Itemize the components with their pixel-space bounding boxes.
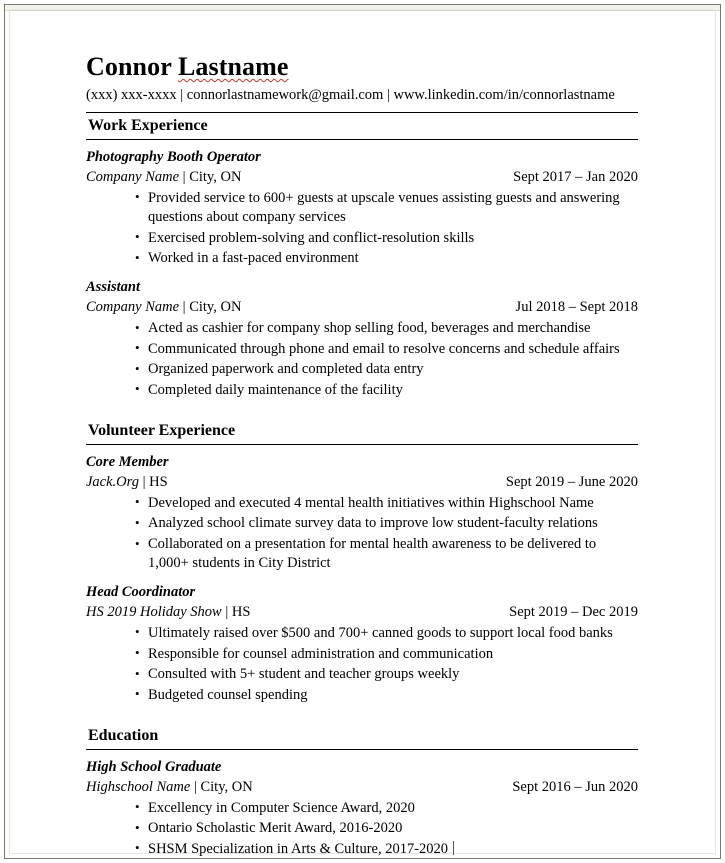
bullet-item: • Collaborated on a presentation for mental health awareness to be delivered to 1,000+ students in City District: [135, 535, 638, 573]
entry-separator: |: [179, 299, 190, 316]
section-spacer: [86, 404, 638, 418]
entry-dates: Sept 2017 – Jan 2020: [513, 169, 638, 186]
entry-organization: Company Name: [86, 299, 180, 316]
entry-dates: Sept 2019 – June 2020: [505, 473, 638, 490]
section-spacer: [86, 709, 638, 723]
entry-subline: [86, 603, 638, 622]
entry-organization: Highschool Name: [86, 778, 191, 795]
bullet-item: • Ultimately raised over $500 and 700+ canned goods to support local food banks: [135, 624, 638, 643]
entry-bullet-list: [86, 319, 638, 400]
entry-separator: |: [139, 473, 150, 490]
entry-organization: Jack.Org: [86, 473, 140, 490]
entry-subline: [86, 298, 638, 317]
entry-separator: |: [221, 604, 232, 621]
entry-org-location: [86, 778, 253, 797]
entry-dates: Sept 2019 – Dec 2019: [509, 604, 638, 621]
resume-content: [86, 52, 638, 863]
entry-separator: |: [190, 778, 201, 795]
resume-entry: [86, 583, 638, 705]
candidate-first-name: Connor: [86, 52, 178, 81]
entry-org-location: [86, 473, 168, 492]
entry-org-location: [86, 603, 250, 622]
entry-title: Core Member: [86, 454, 169, 471]
resume-entry: [86, 758, 638, 859]
entry-location: HS: [149, 473, 168, 490]
entry-location: HS: [231, 604, 251, 621]
bullet-item: • Analyzed school climate survey data to improve low student-faculty relations: [135, 514, 638, 533]
entry-organization: Company Name: [86, 169, 180, 186]
entry-dates: Jul 2018 – Sept 2018: [515, 299, 638, 316]
resume-sections: [86, 112, 638, 859]
entry-location: City, ON: [200, 778, 253, 795]
bullet-item: • Completed daily maintenance of the facility: [135, 381, 638, 400]
entry-organization: HS 2019 Holiday Show: [86, 604, 222, 621]
bullet-item: • Excellency in Computer Science Award, 2020: [135, 799, 638, 818]
entry-org-location: [86, 298, 241, 317]
bullet-item: • Acted as cashier for company shop selling food, beverages and merchandise: [135, 319, 638, 338]
candidate-name: [86, 52, 638, 81]
entry-subline: [86, 473, 638, 492]
entry-location: City, ON: [189, 299, 242, 316]
bullet-item: • Exercised problem-solving and conflict-resolution skills: [135, 229, 638, 248]
entry-bullet-list: [86, 624, 638, 705]
bullet-item: • Responsible for counsel administration and communication: [135, 645, 638, 664]
contact-line: (xxx) xxx-xxxx | connorlastnamework@gmail.com | www.linkedin.com/in/connorlastname: [86, 87, 615, 104]
entry-title: Assistant: [86, 279, 140, 296]
bullet-item: • SHSM Specialization in Arts & Culture, 2017-2020: [135, 840, 638, 859]
entry-bullet-list: [86, 494, 638, 574]
entry-bullet-list: [86, 799, 638, 859]
entry-title: Head Coordinator: [86, 584, 196, 601]
document-top-chrome: [5, 5, 720, 11]
entry-separator: |: [179, 169, 190, 186]
resume-entry: [86, 278, 638, 400]
entry-bullet-list: [86, 189, 638, 269]
bullet-item: • Budgeted counsel spending: [135, 686, 638, 705]
bullet-item: • Consulted with 5+ student and teacher groups weekly: [135, 665, 638, 684]
entry-org-location: [86, 168, 241, 187]
bullet-item: • Provided service to 600+ guests at upscale venues assisting guests and answering questions about company services: [135, 189, 638, 227]
bullet-item: • Communicated through phone and email to resolve concerns and schedule affairs: [135, 340, 638, 359]
text-cursor: [453, 841, 454, 855]
entry-title: High School Graduate: [86, 758, 222, 775]
bullet-item: • Worked in a fast-paced environment: [135, 249, 638, 268]
bullet-item: • Organized paperwork and completed data entry: [135, 360, 638, 379]
bullet-item: • Ontario Scholastic Merit Award, 2016-2020: [135, 819, 638, 838]
bullet-item: • Developed and executed 4 mental health initiatives within Highschool Name: [135, 494, 638, 513]
entry-title: Photography Booth Operator: [86, 149, 261, 166]
entry-subline: [86, 778, 638, 797]
entry-dates: Sept 2016 – Jun 2020: [512, 778, 638, 795]
section-header-education: Education: [86, 723, 638, 750]
section-header-work-experience: Work Experience: [86, 112, 638, 140]
entry-location: City, ON: [189, 169, 242, 186]
resume-entry: [86, 453, 638, 573]
section-header-volunteer-experience: Volunteer Experience: [86, 418, 638, 445]
candidate-last-name: Lastname: [177, 52, 289, 81]
resume-entry: [86, 148, 638, 268]
entry-subline: [86, 168, 638, 187]
